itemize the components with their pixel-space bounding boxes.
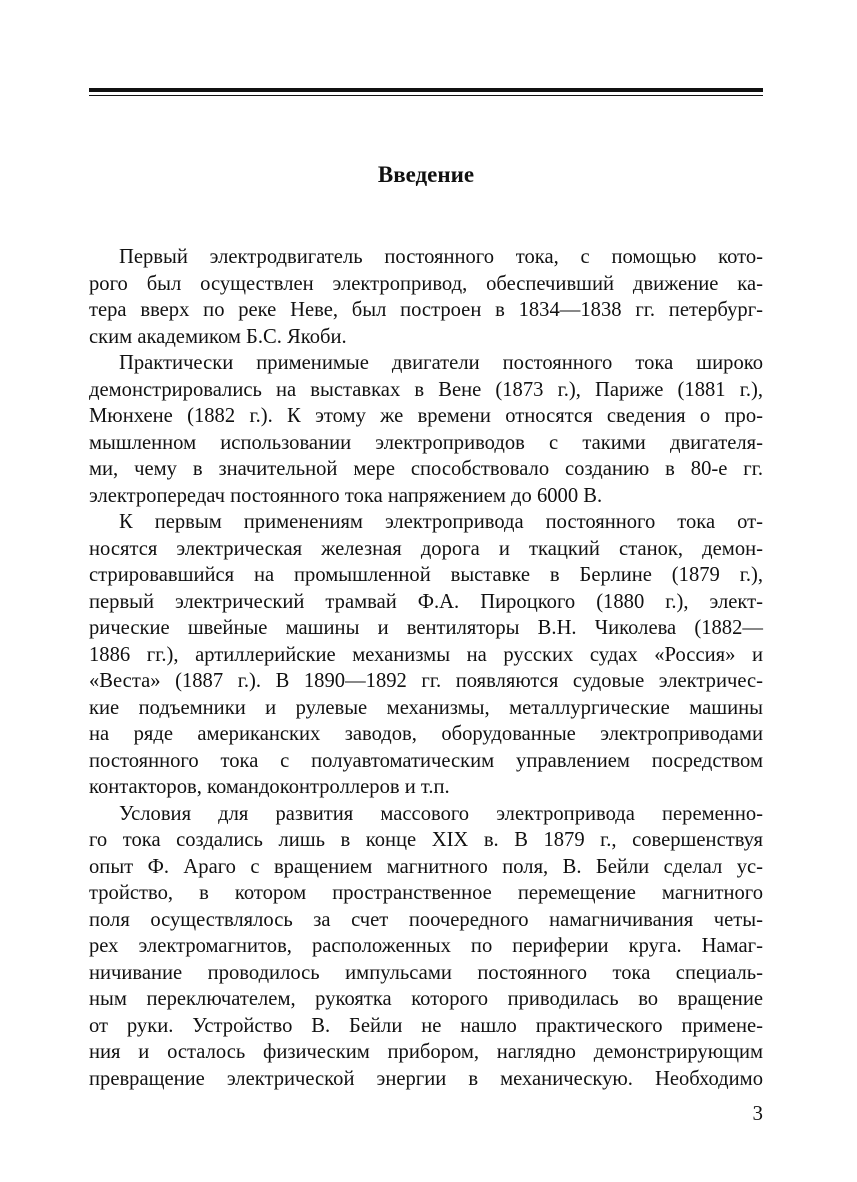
paragraph (89, 350, 763, 509)
text-line: К первым применениям электропривода постоянного тока от- (119, 511, 763, 533)
text-line: носятся электрическая железная дорога и ткацкий станок, демон- (89, 537, 763, 560)
header-rule-thin (89, 95, 763, 96)
text-line: ским академиком Б.С. Якоби. (89, 325, 347, 348)
text-line: опыт Ф. Араго с вращением магнитного поля, В. Бейли сделал ус- (89, 855, 763, 878)
text-line: ми, чему в значительной мере способствовало созданию в 80-е гг. (89, 458, 763, 480)
paragraph (89, 801, 763, 1093)
text-line: тройство, в котором пространственное перемещение магнитного (89, 882, 763, 904)
body-text (89, 244, 763, 1092)
text-line: тера вверх по реке Неве, был построен в 1834—1838 гг. петербург- (89, 299, 763, 321)
text-line: Условия для развития массового электропривода переменно- (119, 802, 763, 825)
page-title: Введение (377, 162, 475, 187)
text-line: 1886 гг.), артиллерийские механизмы на русских судах «Россия» и (89, 643, 763, 666)
paragraph (89, 509, 763, 801)
text-line: ничивание проводилось импульсами постоянного тока специаль- (89, 961, 763, 984)
text-line: первый электрический трамвай Ф.А. Пироцкого (1880 г.), элект- (89, 590, 763, 613)
text-line: Практически применимые двигатели постоянного тока широко (119, 352, 763, 374)
text-line: от руки. Устройство В. Бейли не нашло практического примене- (89, 1014, 763, 1037)
page-number: 3 (752, 1101, 763, 1125)
text-line: контакторов, командоконтроллеров и т.п. (89, 776, 450, 798)
text-line: рех электромагнитов, расположенных по периферии круга. Намаг- (89, 935, 763, 957)
text-line: на ряде американских заводов, оборудованные электроприводами (89, 723, 763, 745)
text-line: мышленном использовании электроприводов с такими двигателя- (89, 431, 763, 454)
text-line: стрировавшийся на промышленной выставке в Берлине (1879 г.), (89, 564, 763, 586)
paragraph (89, 244, 763, 350)
header-rule-thick (89, 88, 763, 92)
text-line: го тока создались лишь в конце XIX в. В 1879 г., совершенствуя (89, 829, 763, 851)
text-line: Мюнхене (1882 г.). К этому же времени относятся сведения о про- (89, 405, 763, 427)
text-line: кие подъемники и рулевые механизмы, металлургические машины (89, 696, 763, 719)
text-line: постоянного тока с полуавтоматическим управлением посредством (89, 749, 763, 772)
text-line: демонстрировались на выставках в Вене (1873 г.), Париже (1881 г.), (89, 378, 763, 401)
text-line: превращение электрической энергии в механическую. Необходимо (89, 1067, 763, 1090)
text-line: ным переключателем, рукоятка которого приводилась во вращение (89, 988, 763, 1010)
text-line: поля осуществлялось за счет поочередного намагничивания четы- (89, 908, 763, 931)
text-line: «Веста» (1887 г.). В 1890—1892 гг. появляются судовые электричес- (89, 670, 763, 692)
text-line: рические швейные машины и вентиляторы В.Н. Чиколева (1882— (89, 617, 763, 639)
text-line: электропередач постоянного тока напряжением до 6000 В. (89, 484, 603, 507)
text-line: Первый электродвигатель постоянного тока, с помощью кото- (119, 246, 763, 268)
text-line: ния и осталось физическим прибором, наглядно демонстрирующим (89, 1041, 763, 1063)
text-line: рого был осуществлен электропривод, обеспечивший движение ка- (89, 272, 763, 295)
